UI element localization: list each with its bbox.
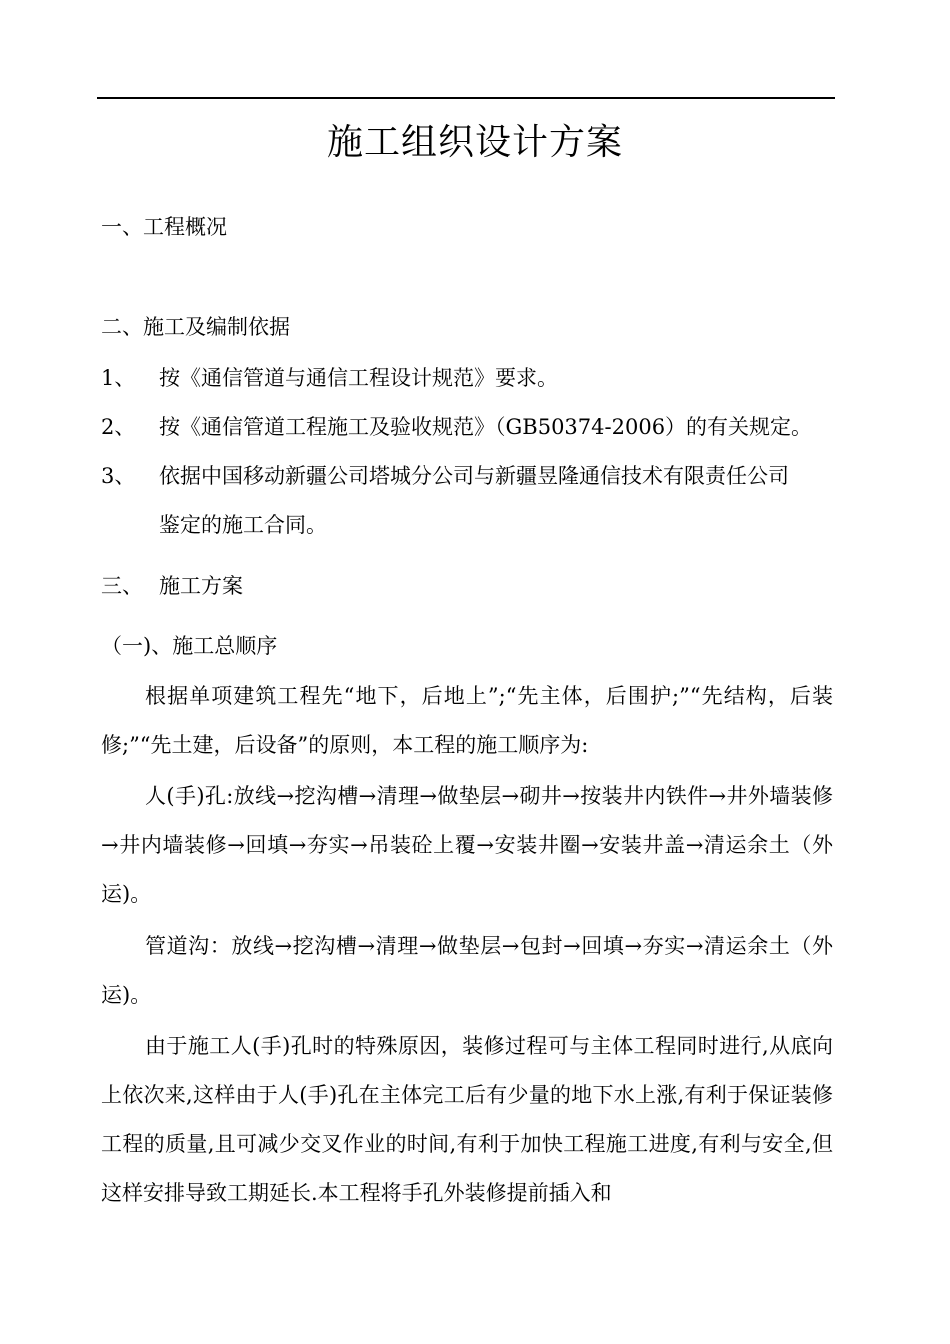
item-3-number: 3、 [101, 464, 136, 488]
paragraph-manhole-sequence: 人(手)孔:放线→挖沟槽→清理→做垫层→砌井→按装井内铁件→井外墙装修→井内墙装修→回填→夯实→吊装砼上覆→安装井圈→安装井盖→清运余土（外运)。 [101, 784, 833, 906]
section-2-heading: 二、施工及编制依据 [101, 315, 290, 339]
item-1-text: 按《通信管道与通信工程设计规范》要求。 [159, 366, 558, 390]
document-title: 施工组织设计方案 [326, 122, 623, 163]
paragraph-decoration-note: 由于施工人(手)孔时的特殊原因，装修过程可与主体工程同时进行,从底向上依次来,这样由于人(手)孔在主体完工后有少量的地下水上涨,有利于保证装修工程的质量,且可减少交叉作业的时间,有利于加快工程施工进度,有利与安全,但这样安排导致工期延长.本工程将手孔外装修提前插入和 [101, 1034, 833, 1205]
item-2-number: 2、 [101, 415, 136, 439]
item-3-continuation: 鉴定的施工合同。 [159, 513, 327, 537]
paragraph-principle: 根据单项建筑工程先“地下，后地上”;“先主体，后围护;”“先结构，后装修;”“先土建，后设备”的原则，本工程的施工顺序为: [101, 684, 833, 757]
section-3-heading: 施工方案 [159, 574, 243, 598]
section-3-number: 三、 [101, 574, 143, 598]
item-1-number: 1、 [101, 366, 136, 390]
subsection-1-heading: （一)、施工总顺序 [101, 634, 278, 658]
paragraph-trench-sequence: 管道沟：放线→挖沟槽→清理→做垫层→包封→回填→夯实→清运余土（外运)。 [101, 934, 833, 1007]
section-1-heading: 一、工程概况 [101, 215, 227, 239]
header-rule [97, 97, 835, 99]
item-2-text: 按《通信管道工程施工及验收规范》（GB50374-2006）的有关规定。 [159, 415, 813, 439]
item-3-text: 依据中国移动新疆公司塔城分公司与新疆昱隆通信技术有限责任公司 [159, 464, 789, 488]
